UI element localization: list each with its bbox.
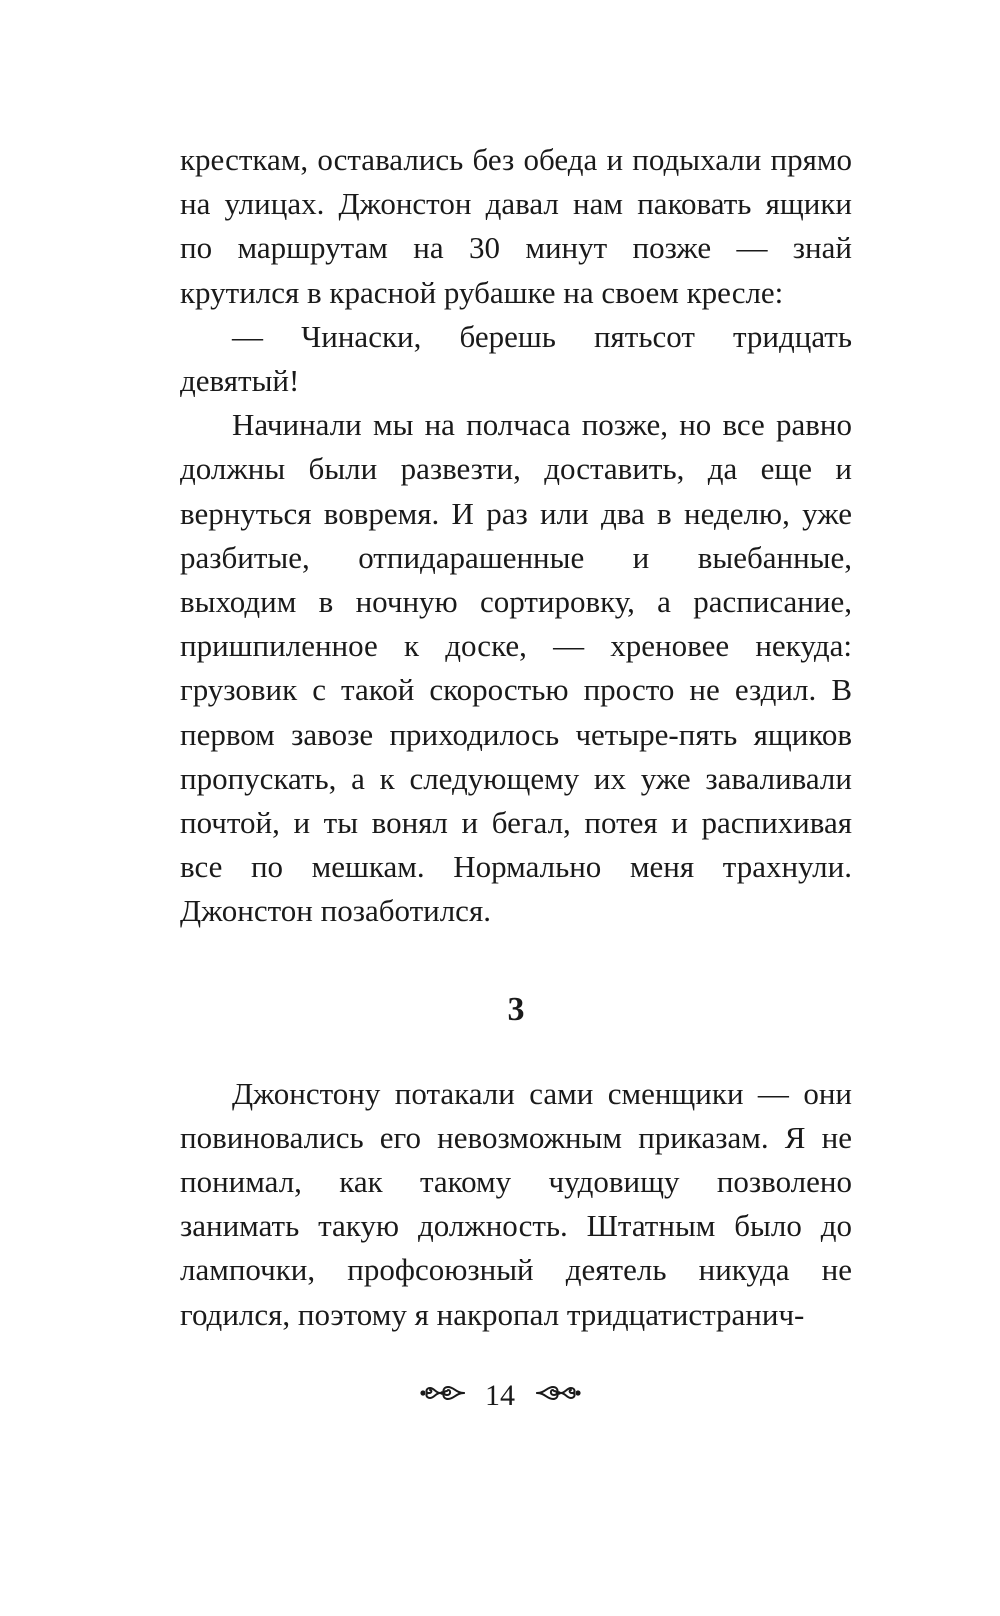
page-body bbox=[180, 138, 852, 1337]
scroll-ornament-icon bbox=[535, 1376, 581, 1416]
paragraph: кресткам, оставались без обеда и подыхали прямо на улицах. Джонстон давал нам паковать ящики по маршрутам на 30 минут позже — знай крутился в красной рубашке на своем кресле: bbox=[180, 142, 852, 310]
paragraph-dialogue: — Чинаски, берешь пятьсот тридцать девятый! bbox=[180, 318, 852, 399]
chapter-number: 3 bbox=[507, 990, 525, 1028]
page-number: 14 bbox=[485, 1379, 515, 1413]
page-footer bbox=[0, 1374, 1000, 1416]
scroll-ornament-icon bbox=[420, 1376, 466, 1416]
text-section-before-chapter bbox=[180, 138, 852, 934]
text-section-after-chapter bbox=[180, 1072, 852, 1337]
paragraph: Начинали мы на полчаса позже, но все равно должны были развезти, доставить, да еще и вернуться вовремя. И раз или два в неделю, уже разбитые, отпидарашенные и выебанные, выходим в ночную сортировку, а расписание, пришпиленное к доске, — хреновее некуда: грузовик с такой скоростью просто не ездил. В первом завозе приходилось четыре-пять ящиков пропускать, а к следующему их уже заваливали почтой, и ты вонял и бегал, потея и распихивая все по мешкам. Нормально меня трахнули. Джонстон позаботился. bbox=[180, 407, 852, 929]
paragraph: Джонстону потакали сами сменщики — они повиновались его невозможным приказам. Я не понимал, как такому чудовищу позволено занимать такую должность. Штатным было до лампочки, профсоюзный деятель никуда не годился, поэтому я накропал тридцатистранич- bbox=[180, 1075, 852, 1332]
